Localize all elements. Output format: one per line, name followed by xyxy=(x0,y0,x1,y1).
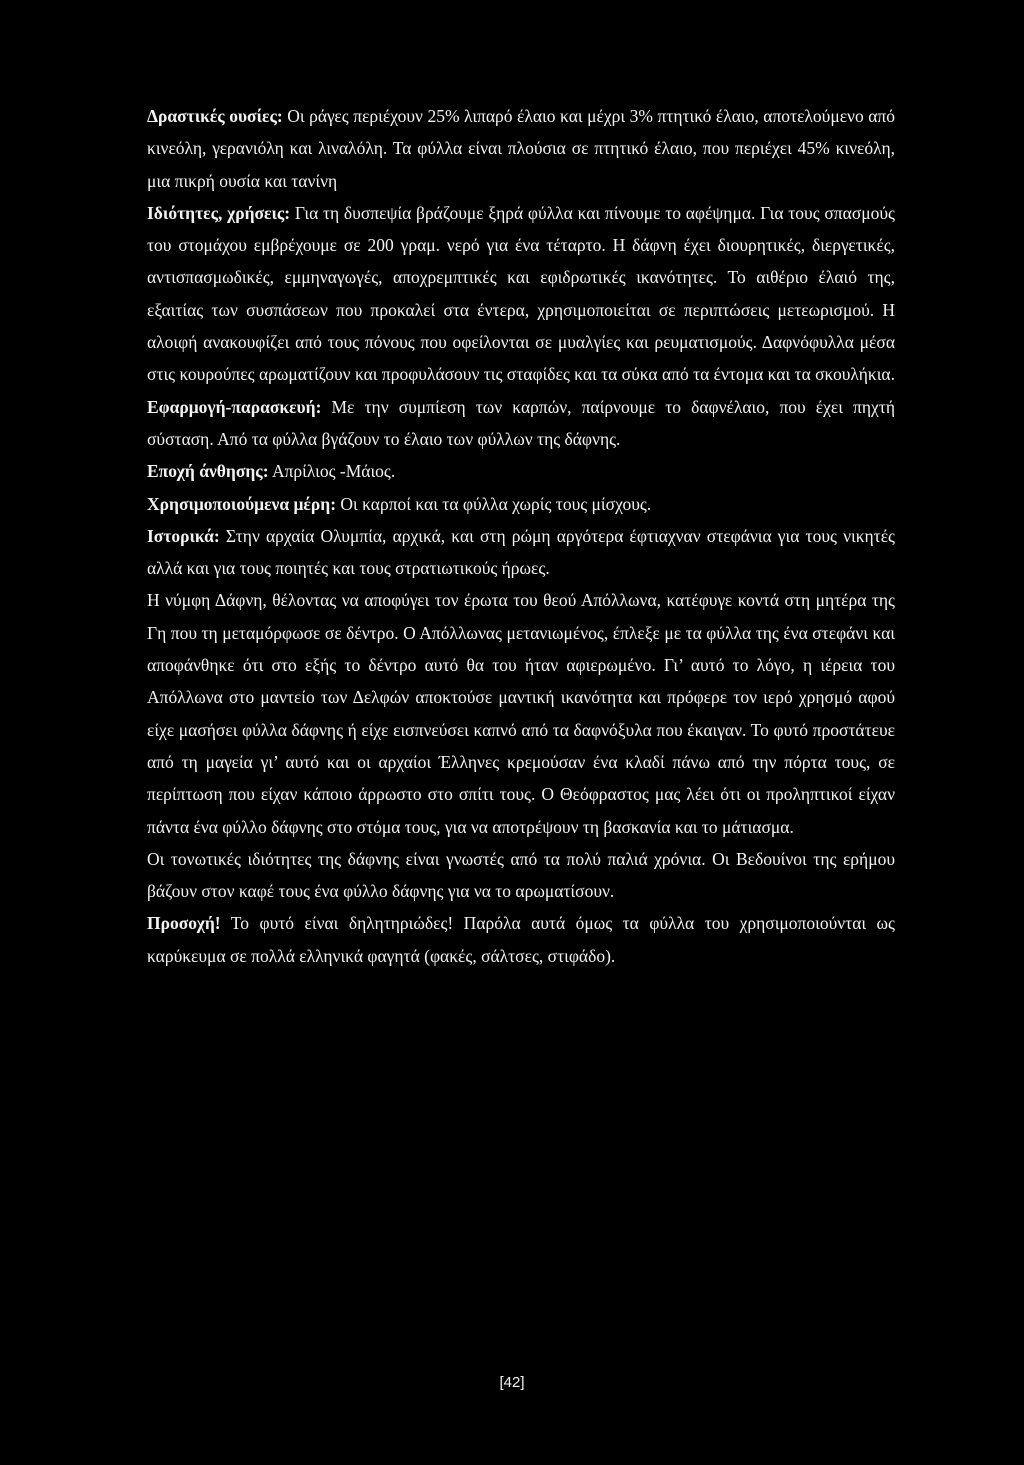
heading-properties-uses: Ιδιότητες, χρήσεις: xyxy=(147,202,291,223)
paragraph-myth xyxy=(147,584,895,842)
heading-caution: Προσοχή! xyxy=(147,913,221,934)
paragraph-application-preparation xyxy=(147,391,895,456)
paragraph-properties-uses xyxy=(147,197,895,391)
text-application-preparation: Με την συμπίεση των καρπών, παίρνουμε το δαφνέλαιο, που έχει πηχτή σύσταση. Από τα φύλλα βγάζουν το έλαιο των φύλλων της δάφνης. xyxy=(147,396,895,449)
heading-active-substances: Δραστικές ουσίες: xyxy=(147,106,283,126)
paragraph-history xyxy=(147,520,895,585)
text-parts-used: Οι καρποί και τα φύλλα χωρίς τους μίσχους. xyxy=(336,493,652,514)
heading-application-preparation: Εφαρμογή-παρασκευή: xyxy=(147,396,322,417)
page-number: [42] xyxy=(499,1374,525,1391)
paragraph-active-substances xyxy=(147,100,895,197)
paragraph-tonic-properties xyxy=(147,843,895,908)
text-history: Στην αρχαία Ολυμπία, αρχικά, και στη ρώμη αργότερα έφτιαχναν στεφάνια για τους νικητές αλλά και για τους ποιητές και τους στρατιωτικούς ήρωες. xyxy=(147,525,895,579)
text-tonic-properties: Οι τονωτικές ιδιότητες της δάφνης είναι γνωστές από τα πολύ παλιά χρόνια. Οι Βεδουίνοι της ερήμου βάζουν στον καφέ τους ένα φύλλο δάφνης για να το αρωματίσουν. xyxy=(147,848,895,902)
heading-parts-used: Χρησιμοποιούμενα μέρη: xyxy=(147,493,337,514)
paragraph-parts-used xyxy=(147,488,895,520)
text-flowering-season: Απρίλιος -Μάιος. xyxy=(268,461,396,482)
text-myth: Η νύμφη Δάφνη, θέλοντας να αποφύγει τον έρωτα του θεού Απόλλωνα, κατέφυγε κοντά στη μητέρα της Γη που τη μεταμόρφωσε σε δέντρο. Ο Απόλλωνας μετανιωμένος, έπλεξε με τα φύλλα της ένα στεφάνι και αποφάνθηκε ότι στο εξής το δέντρο αυτό θα του ήταν αφιερωμένο. Γι’ αυτό το λόγο, η ιέρεια του Απόλλωνα στο μαντείο των Δελφών αποκτούσε μαντική ικανότητα και πρόφερε τον ιερό χρησμό αφού είχε μασήσει φύλλα δάφνης ή είχε εισπνεύσει καπνό από τα δαφνόξυλα που έκαιγαν. Το φυτό προστάτευε από τη μαγεία γι’ αυτό και οι αρχαίοι Έλληνες κρεμούσαν ένα κλαδί πάνω από την πόρτα τους, σε περίπτωση που είχαν κάποιο άρρωστο στο σπίτι τους. Ο Θεόφραστος μας λέει ότι οι προληπτικοί είχαν πάντα ένα φύλλο δάφνης στο στόμα τους, για να αποτρέψουν τη βασκανία και το μάτιασμα. xyxy=(147,590,895,837)
text-caution: Το φυτό είναι δηλητηριώδες! Παρόλα αυτά όμως τα φύλλα του χρησιμοποιούνται ως καρύκευμα σε πολλά ελληνικά φαγητά (φακές, σάλτσες, στιφάδο). xyxy=(147,913,895,966)
text-properties-uses: Για τη δυσπεψία βράζουμε ξηρά φύλλα και πίνουμε το αφέψημα. Για τους σπασμούς του στομάχου εμβρέχουμε σε 200 γραμ. νερό για ένα τέταρτο. Η δάφνη έχει διουρητικές, διεργετικές, αντισπασμωδικές, εμμηναγωγές, αποχρεμπτικές και εφιδρωτικές ικανότητες. Το αιθέριο έλαιό της, εξαιτίας των συσπάσεων που προκαλεί στα έντερα, χρησιμοποιείται σε περιπτώσεις μετεωρισμού. Η αλοιφή ανακουφίζει από τους πόνους που οφείλονται σε μυαλγίες και ρευματισμούς. Δαφνόφυλλα μέσα στις κουρούπες αρωματίζουν και προφυλάσουν τις σταφίδες και τα σύκα από τα έντομα και τα σκουλήκια. xyxy=(147,202,895,385)
paragraph-caution xyxy=(147,907,895,972)
heading-history: Ιστορικά: xyxy=(147,525,220,546)
heading-flowering-season: Εποχή άνθησης: xyxy=(147,461,269,482)
paragraph-flowering-season xyxy=(147,455,895,487)
text-active-substances: Οι ράγες περιέχουν 25% λιπαρό έλαιο και μέχρι 3% πτητικό έλαιο, αποτελούμενο από κινεόλη, γερανιόλη και λιναλόλη. Τα φύλλα είναι πλούσια σε πτητικό έλαιο, που περιέχει 45% κινεόλη, μια πικρή ουσία και τανίνη xyxy=(147,106,895,191)
document-body xyxy=(147,100,895,972)
